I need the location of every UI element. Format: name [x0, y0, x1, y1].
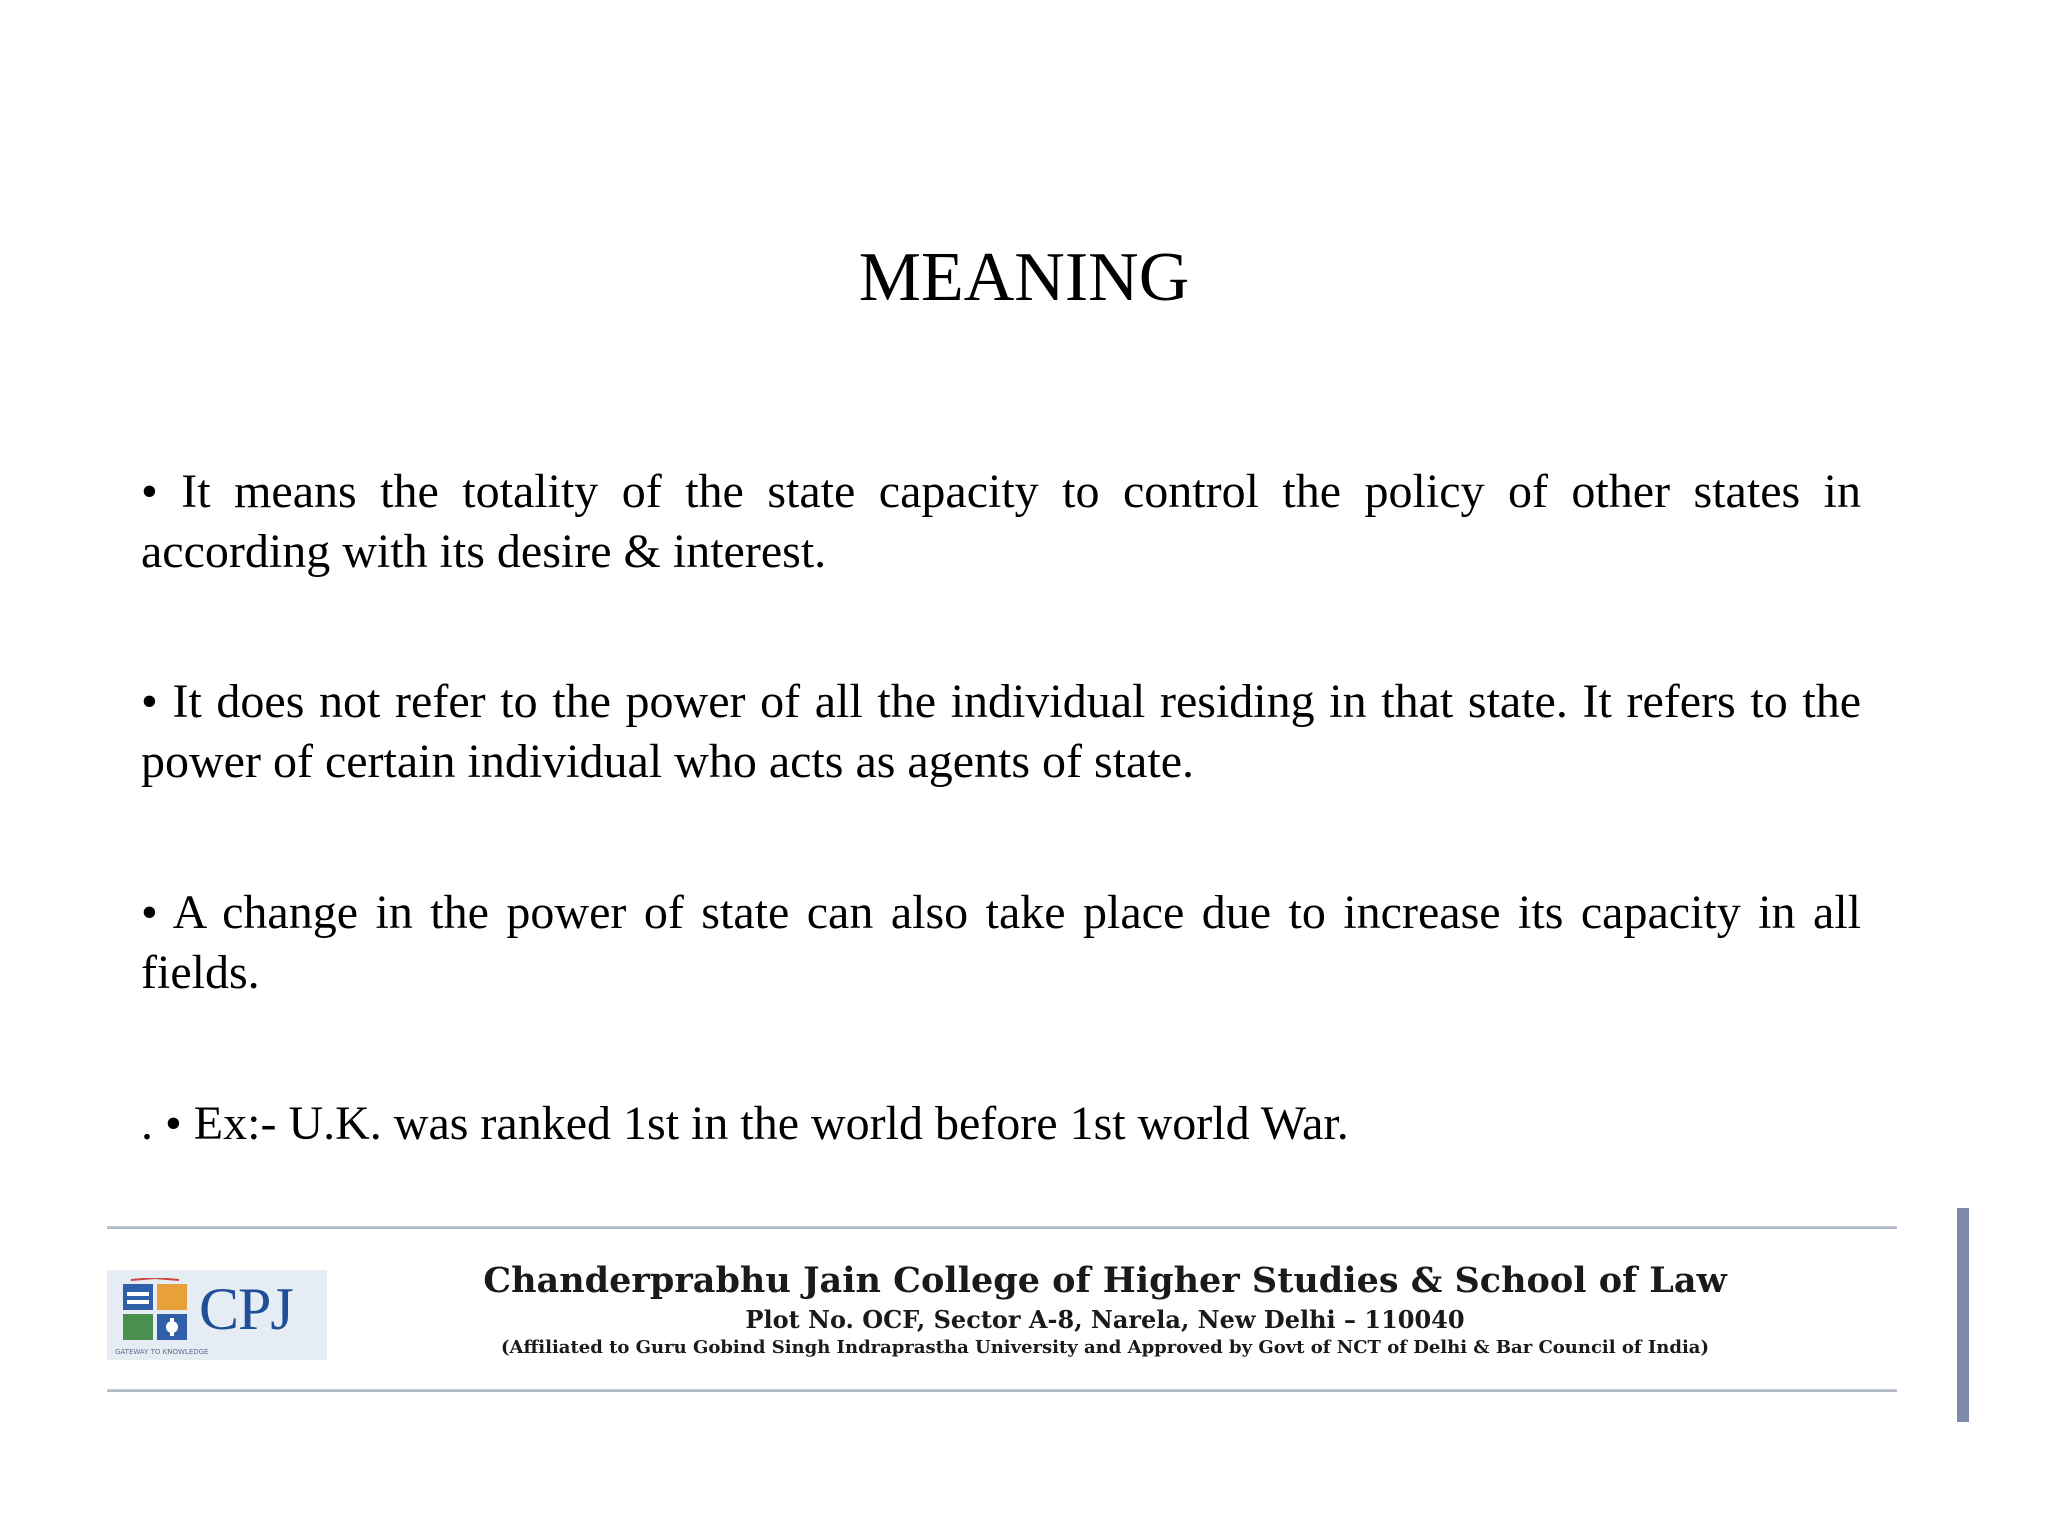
- side-accent-bar: [1957, 1208, 1969, 1422]
- bullet-item: . • Ex:- U.K. was ranked 1st in the world before 1st world War.: [141, 1097, 1349, 1150]
- logo-text: CPJ: [199, 1276, 293, 1342]
- slide-title: MEANING: [858, 239, 1190, 316]
- college-emblem-icon: [121, 1278, 189, 1344]
- college-name: Chanderprabhu Jain College of Higher Studies & School of Law: [483, 1260, 1727, 1301]
- college-affiliation: (Affiliated to Guru Gobind Singh Indraprastha University and Approved by Govt of NCT of Delhi & Bar Council of India): [501, 1337, 1709, 1358]
- logo-tagline: GATEWAY TO KNOWLEDGE: [115, 1348, 209, 1356]
- college-logo: [107, 1270, 327, 1360]
- bullet-item: • It does not refer to the power of all the individual residing in that state. It refers to the power of certain individual who acts as agents of state.: [141, 675, 1861, 788]
- bullet-item: • A change in the power of state can also take place due to increase its capacity in all fields.: [141, 886, 1861, 999]
- college-address: Plot No. OCF, Sector A-8, Narela, New Delhi – 110040: [745, 1305, 1465, 1334]
- footer-divider-top: [107, 1226, 1897, 1229]
- footer-divider-bottom: [107, 1389, 1897, 1392]
- bullet-item: • It means the totality of the state capacity to control the policy of other states in according with its desire & interest.: [141, 465, 1861, 578]
